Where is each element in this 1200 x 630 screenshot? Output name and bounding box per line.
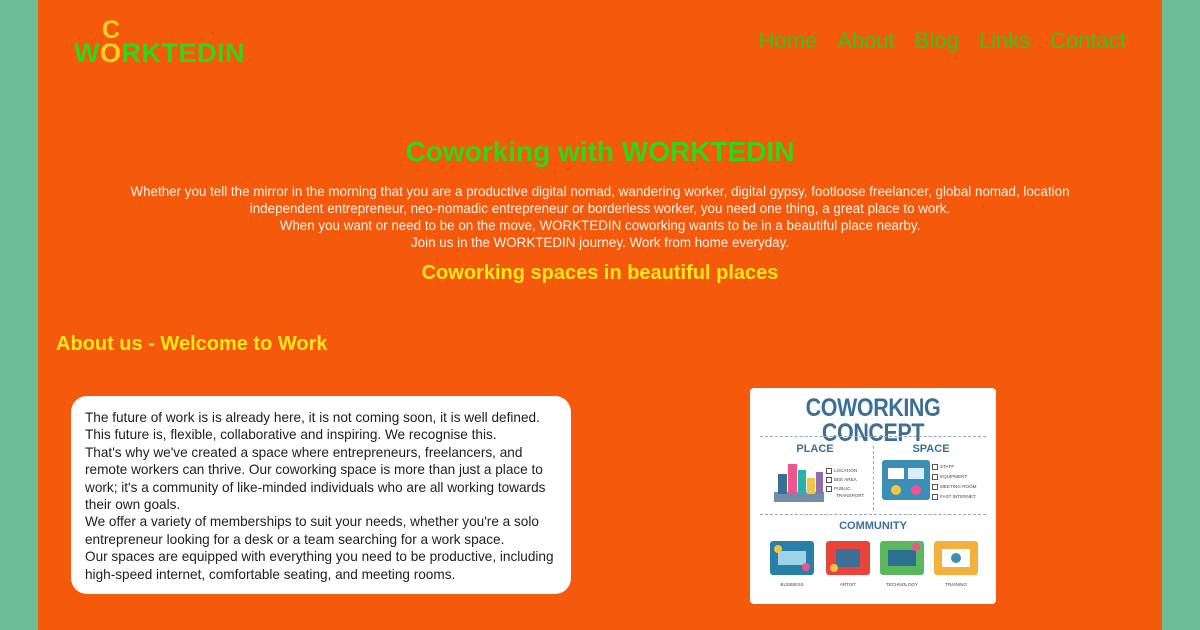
space-option: EQUIPMENT [932,474,967,480]
about-title: About us - Welcome to Work [56,333,328,355]
technology-icon [880,541,924,575]
space-option: STAFF [932,464,954,470]
hero-paragraph: Whether you tell the mirror in the morning that you are a productive digital nomad, wandering worker, digital gypsy, footloose freelancer, global nomad, location independent entrepreneur, neo-nomadic entrepreneur or borderless worker, you need one thing, a great place to work. [130,184,1070,216]
hero-title: Coworking with WORKTEDIN [405,136,795,167]
logo-word [74,40,245,67]
community-item: TECHNOLOGY [885,582,919,587]
space-option: MEETING ROOM [932,484,977,490]
place-label: PLACE [796,443,834,455]
nav-blog[interactable]: Blog [914,28,959,53]
community-item: TRAINING [945,582,967,587]
hero-subtitle: Coworking spaces in beautiful places [421,262,779,284]
page [38,0,1162,630]
space-label: SPACE [912,443,950,455]
about-card [71,396,571,594]
training-icon [934,541,978,575]
place-option: PUBLIC [826,486,851,492]
city-icon [774,460,824,502]
main-nav [759,30,1126,52]
community-label: COMMUNITY [839,520,907,532]
nav-about[interactable]: About [837,28,895,53]
workspace-icon [882,460,930,500]
worktedin-logo[interactable] [74,18,264,70]
coworking-concept-image [750,388,996,604]
about-paragraph: That's why we've created a space where entrepreneurs, freelancers, and remote workers can thrive. Our coworking space is more than just a place to work; it's a community of like-minded individuals who are all working towards their own goals. [85,444,546,513]
business-icon [770,541,814,575]
about-paragraph: Our spaces are equipped with everything you need to be productive, including high-speed internet, comfortable seating, and meeting rooms. [85,549,554,582]
divider [760,514,986,515]
about-paragraph: We offer a variety of memberships to suit your needs, whether you're a solo entrepreneur looking for a desk or a team searching for a work space. [85,514,539,547]
hero-paragraph: Join us in the WORKTEDIN journey. Work from home everyday. [410,235,790,250]
place-option: BEE AREA [826,477,857,483]
divider [873,446,874,510]
nav-home[interactable]: Home [758,28,818,53]
place-option: LOCATION [826,468,857,474]
hero-paragraph: When you want or need to be on the move, WORKTEDIN coworking wants to be in a beautiful place nearby. [279,218,921,233]
logo-word-end: RKTEDIN [121,38,245,68]
concept-title: COWORKING CONCEPT [805,394,941,447]
community-item: ARTIST [839,582,857,587]
logo-word-o: O [99,38,122,68]
artist-icon [826,541,870,575]
nav-links[interactable]: Links [978,28,1031,53]
hero-text [98,183,1102,251]
space-option: FAST INTERNET [932,494,976,500]
logo-word-start: W [74,38,100,68]
logo-top-letter: C [102,16,121,44]
place-option-cont: TRANSPORT [836,493,865,498]
nav-contact[interactable]: Contact [1050,28,1126,53]
divider [760,436,986,437]
about-paragraph: The future of work is is already here, it is not coming soon, it is well defined. This future is, flexible, collaborative and inspiring. We recognise this. [85,410,540,443]
community-item: BUSINESS [780,582,804,587]
